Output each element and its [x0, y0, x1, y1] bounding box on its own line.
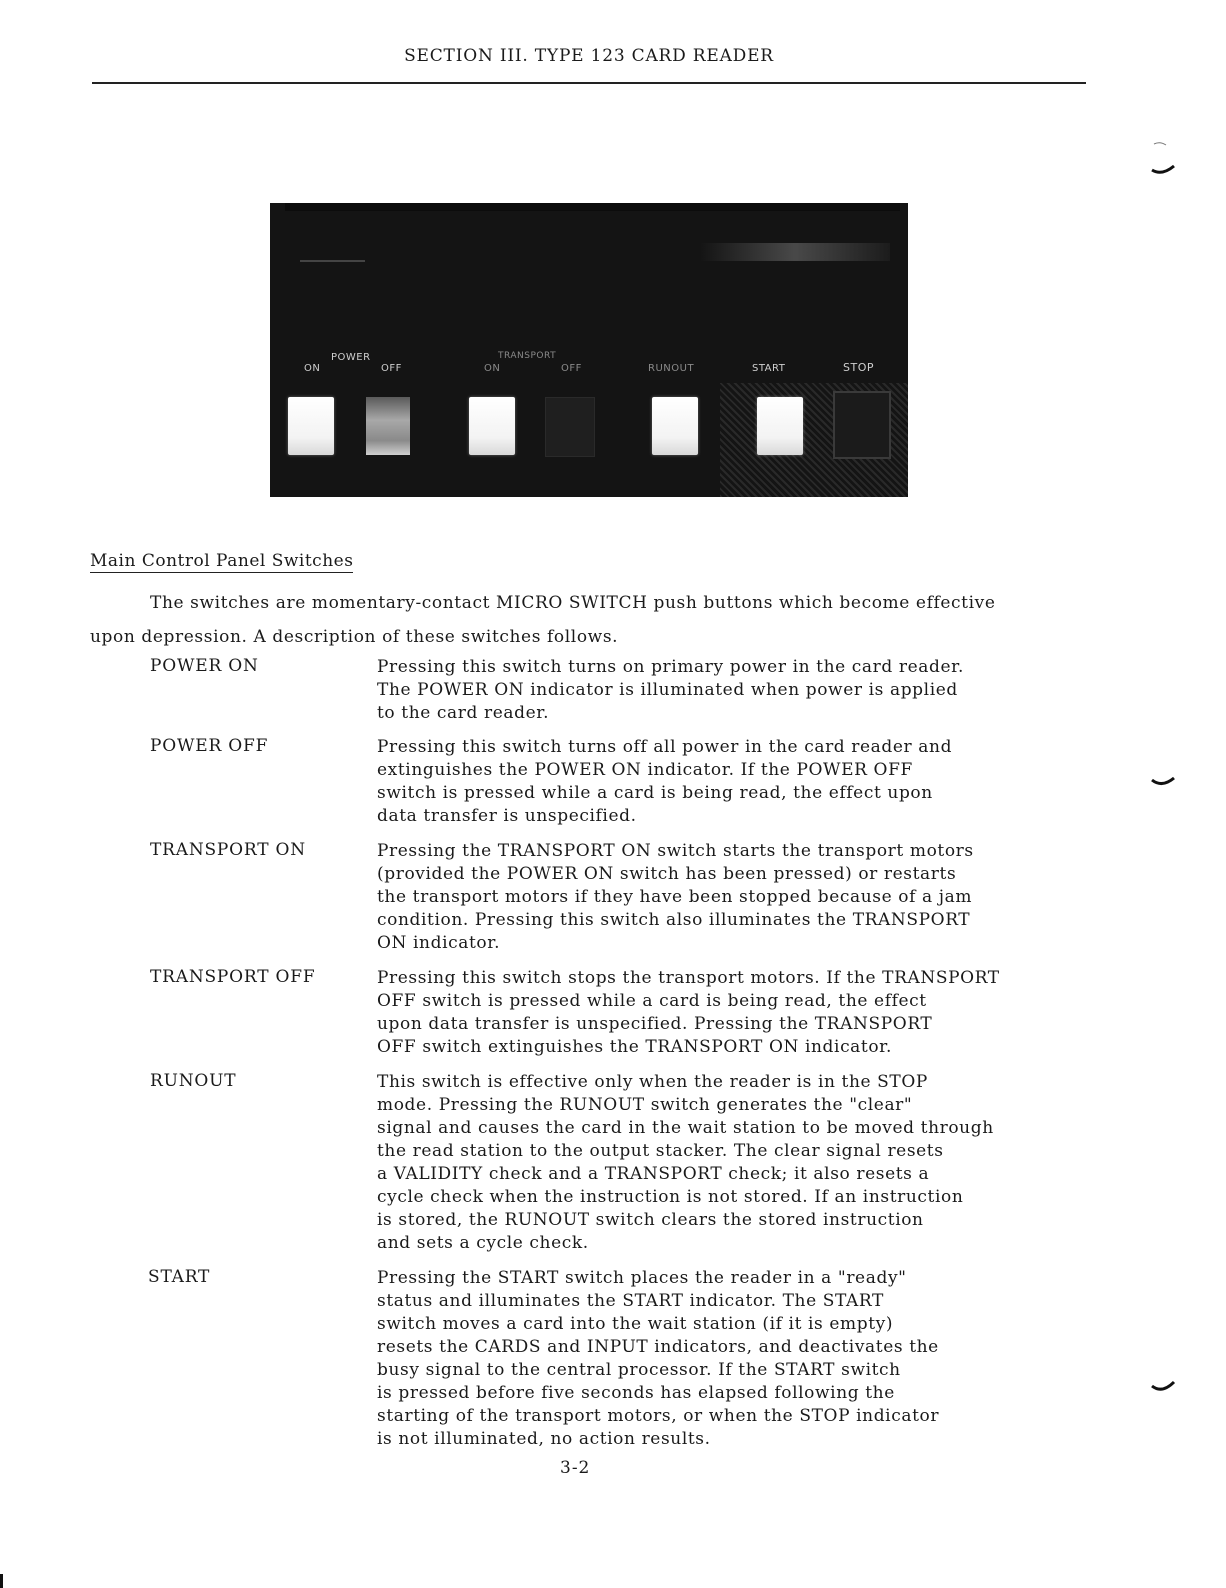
- page-header: SECTION III. TYPE 123 CARD READER: [404, 46, 774, 66]
- intro-paragraph: [90, 586, 1080, 654]
- desc-line: The POWER ON indicator is illuminated when power is applied: [377, 680, 958, 700]
- desc-line: This switch is effective only when the reader is in the STOP: [377, 1072, 928, 1092]
- entry-desc-runout: [377, 1071, 994, 1255]
- desc-line: OFF switch is pressed while a card is being read, the effect: [377, 991, 927, 1011]
- panel-label-start: START: [752, 363, 786, 374]
- panel-glare: [700, 243, 890, 261]
- desc-line: data transfer is unspecified.: [377, 806, 637, 826]
- desc-line: starting of the transport motors, or when the STOP indicator: [377, 1406, 940, 1426]
- power-on-key: [288, 397, 334, 455]
- entry-term-transport-off: TRANSPORT OFF: [150, 967, 316, 987]
- desc-line: and sets a cycle check.: [377, 1233, 589, 1253]
- panel-fleck: [300, 260, 365, 262]
- power-off-key: [366, 397, 410, 455]
- desc-line: Pressing this switch turns off all power in the card reader and: [377, 737, 953, 757]
- entry-term-power-off: POWER OFF: [150, 736, 269, 756]
- desc-line: Pressing this switch stops the transport motors. If the TRANSPORT: [377, 968, 1000, 988]
- panel-label-transport: TRANSPORT: [498, 351, 557, 361]
- desc-line: is stored, the RUNOUT switch clears the stored instruction: [377, 1210, 924, 1230]
- transport-off-key: [545, 397, 595, 457]
- header-rule: [92, 82, 1086, 84]
- entry-desc-transport-on: [377, 840, 974, 955]
- desc-line: Pressing this switch turns on primary power in the card reader.: [377, 657, 965, 677]
- desc-line: busy signal to the central processor. If the START switch: [377, 1360, 901, 1380]
- desc-line: to the card reader.: [377, 703, 550, 723]
- page-number: 3-2: [560, 1458, 591, 1478]
- desc-line: Pressing the TRANSPORT ON switch starts the transport motors: [377, 841, 974, 861]
- intro-line: The switches are momentary-contact MICRO SWITCH push buttons which become effective: [150, 593, 996, 613]
- control-panel-photo: [270, 203, 908, 497]
- panel-label-power-on: ON: [304, 363, 321, 374]
- desc-line: the transport motors if they have been stopped because of a jam: [377, 887, 973, 907]
- desc-line: (provided the POWER ON switch has been pressed) or restarts: [377, 864, 957, 884]
- desc-line: status and illuminates the START indicator. The START: [377, 1291, 884, 1311]
- desc-line: switch moves a card into the wait station (if it is empty): [377, 1314, 894, 1334]
- entry-desc-transport-off: [377, 967, 1000, 1059]
- desc-line: switch is pressed while a card is being read, the effect upon: [377, 783, 933, 803]
- intro-line: upon depression. A description of these switches follows.: [90, 627, 619, 647]
- runout-key: [652, 397, 698, 455]
- entry-term-transport-on: TRANSPORT ON: [150, 840, 306, 860]
- section-title: Main Control Panel Switches: [90, 551, 354, 571]
- desc-line: resets the CARDS and INPUT indicators, and deactivates the: [377, 1337, 939, 1357]
- panel-top-strip: [285, 203, 900, 211]
- desc-line: condition. Pressing this switch also illuminates the TRANSPORT: [377, 910, 971, 930]
- panel-label-transport-on: ON: [484, 363, 501, 374]
- stop-key: [833, 391, 891, 459]
- desc-line: cycle check when the instruction is not stored. If an instruction: [377, 1187, 964, 1207]
- desc-line: a VALIDITY check and a TRANSPORT check; it also resets a: [377, 1164, 930, 1184]
- desc-line: is pressed before five seconds has elapsed following the: [377, 1383, 895, 1403]
- desc-line: extinguishes the POWER ON indicator. If the POWER OFF: [377, 760, 913, 780]
- panel-label-runout: RUNOUT: [648, 363, 695, 374]
- desc-line: Pressing the START switch places the reader in a "ready": [377, 1268, 907, 1288]
- desc-line: mode. Pressing the RUNOUT switch generates the "clear": [377, 1095, 913, 1115]
- entry-term-runout: RUNOUT: [150, 1071, 237, 1091]
- panel-label-transport-off: OFF: [561, 363, 582, 374]
- panel-label-power: POWER: [331, 352, 371, 363]
- scan-edge-mark: [0, 1574, 3, 1588]
- entry-desc-start: [377, 1267, 939, 1451]
- binding-hole-mark-2: [1150, 768, 1180, 798]
- panel-label-stop: STOP: [843, 361, 874, 374]
- entry-term-start: START: [148, 1267, 211, 1287]
- transport-on-key: [469, 397, 515, 455]
- panel-label-power-off: OFF: [381, 363, 402, 374]
- binding-hole-mark-1: [1150, 140, 1180, 180]
- desc-line: signal and causes the card in the wait station to be moved through: [377, 1118, 994, 1138]
- binding-hole-mark-3: [1150, 1372, 1180, 1402]
- desc-line: upon data transfer is unspecified. Pressing the TRANSPORT: [377, 1014, 933, 1034]
- entry-desc-power-on: [377, 656, 964, 725]
- entry-desc-power-off: [377, 736, 952, 828]
- desc-line: the read station to the output stacker. The clear signal resets: [377, 1141, 944, 1161]
- start-key: [757, 397, 803, 455]
- desc-line: ON indicator.: [377, 933, 501, 953]
- desc-line: OFF switch extinguishes the TRANSPORT ON indicator.: [377, 1037, 893, 1057]
- desc-line: is not illuminated, no action results.: [377, 1429, 711, 1449]
- entry-term-power-on: POWER ON: [150, 656, 259, 676]
